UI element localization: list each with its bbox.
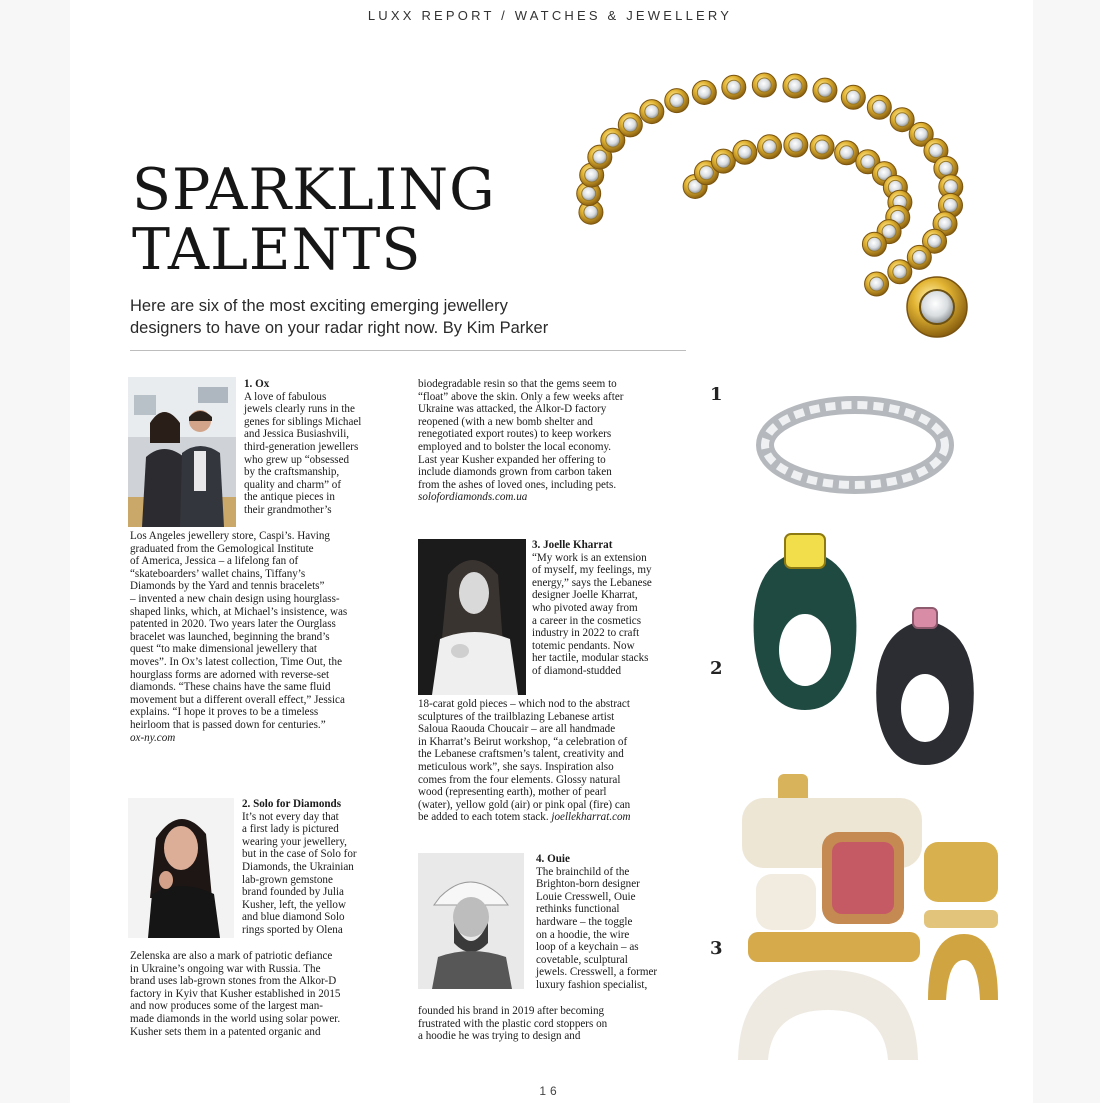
bracelet-diamond (763, 140, 777, 154)
ouie-body (418, 1005, 688, 1043)
ox-body (130, 530, 410, 744)
text-line: quest “to make dimensional jewellery that (130, 643, 317, 656)
headline-line-2: TALENTS (132, 217, 422, 283)
text-line: lab-grown gemstone (242, 873, 333, 886)
text-line: “My work is an extension (532, 551, 647, 564)
bracelet-diamond (585, 168, 599, 182)
text-line: renegotiated export routes) to keep workers (418, 428, 612, 441)
text-line: graduated from the Gemological Institute (130, 542, 314, 555)
joelle-heading: 3. Joelle Kharrat (532, 539, 613, 551)
joelle-url: joellekharrat.com (551, 811, 631, 824)
bracelet-diamond (623, 118, 637, 132)
solo-body (130, 950, 410, 1038)
text-line: jewels clearly runs in the (244, 403, 355, 416)
text-line: Saloua Raouda Choucair – are all handmade (418, 723, 616, 736)
text-line: “skateboarders’ wallet chains, Tiffany’s (130, 567, 306, 580)
text-line: biodegradable resin so that the gems seem to (418, 378, 617, 390)
text-line: in Kharrat’s Beirut workshop, “a celebration of (418, 735, 628, 748)
joelle-column (532, 539, 692, 678)
bracelet-diamond (872, 100, 886, 114)
text-line: a hoodie he was trying to design and (418, 1030, 581, 1043)
standfirst-line-2: designers to have on your radar right now. By Kim Parker (130, 319, 549, 337)
solo-column (242, 798, 412, 937)
bracelet-diamond (582, 187, 596, 201)
bracelet-diamond (606, 133, 620, 147)
text-line: founded his brand in 2019 after becoming (418, 1005, 605, 1017)
running-head: LUXX REPORT / WATCHES & JEWELLERY (367, 8, 733, 23)
text-line: (water), yellow gold (air) or pink opal (fire) can (418, 798, 631, 811)
text-line: patented in 2020. Two years later the Ourglass (130, 618, 336, 631)
text-line: The brainchild of the (536, 865, 630, 878)
text-line: and blue diamond Solo (242, 911, 345, 924)
divider (130, 350, 686, 351)
text-line: sculptures of the trailblazing Lebanese artist (418, 710, 615, 723)
text-line: a first lady is pictured (242, 823, 339, 836)
text-line: of America, Jessica – a lifelong fan of (130, 555, 299, 568)
text-line: genes for siblings Michael (244, 415, 362, 428)
text-line: quality and charm” of (244, 478, 342, 491)
ouie-column (536, 853, 696, 992)
ox-url: ox-ny.com (130, 731, 176, 744)
text-line: who grew up “obsessed (244, 453, 350, 466)
text-line: 18-carat gold pieces – which nod to the abstract (418, 698, 630, 710)
text-line: by the craftsmanship, (244, 466, 340, 479)
text-line: movement but a different overall effect,” Jessica (130, 693, 345, 706)
joelle-kharrat-photo (418, 539, 526, 695)
bracelet-diamond (738, 145, 752, 159)
text-line: the Lebanese craftsmen’s talent, creativity and (418, 748, 624, 761)
headline (132, 157, 496, 283)
text-line: loop of a keychain – as (536, 941, 639, 954)
bracelet-diamond (870, 277, 884, 291)
bracelet-diamond (867, 237, 881, 251)
bracelet-diamond (912, 250, 926, 264)
bracelet-diamond (727, 80, 741, 94)
text-line: the antique pieces in (244, 491, 335, 504)
bracelet-diamond (670, 94, 684, 108)
text-line: Zelenska are also a mark of patriotic defiance (130, 950, 333, 962)
text-line: – invented a new chain design using hourglass- (130, 592, 340, 605)
text-line: Diamonds by the Yard and tennis bracelets” (130, 580, 325, 593)
text-line: hardware – the toggle (536, 915, 633, 928)
text-line: wood (representing earth), mother of pearl (418, 786, 607, 799)
bracelet-diamond (944, 180, 958, 194)
text-line: but in the case of Solo for (242, 848, 357, 861)
ox-founders-photo (128, 377, 236, 527)
text-line: meticulous work”, she says. Inspiration also (418, 760, 614, 773)
bracelet-diamond (928, 234, 942, 248)
text-line: “float” above the skin. Only a few weeks after (418, 390, 624, 403)
text-line: in Ukraine’s ongoing war with Russia. The (130, 962, 321, 975)
text-line: brand uses lab-grown stones from the Alkor-D (130, 975, 337, 988)
bracelet-diamond (914, 127, 928, 141)
figure-number-3: 3 (710, 938, 723, 959)
bracelet-links (577, 73, 963, 296)
joelle-body (418, 698, 690, 824)
text-line: luxury fashion specialist, (536, 978, 648, 991)
text-line: her tactile, modular stacks (532, 652, 649, 665)
bracelet-diamond (861, 155, 875, 169)
text-line: third-generation jewellers (244, 440, 359, 453)
text-line: totemic pendants. Now (532, 639, 635, 652)
text-line: their grandmother’s (244, 503, 332, 516)
headline-line-1: SPARKLING (132, 157, 496, 223)
text-line: A love of fabulous (244, 390, 327, 403)
figure-number-1: 1 (710, 384, 723, 405)
ouie-heading: 4. Ouie (536, 853, 570, 865)
page-number: 16 (539, 1084, 561, 1098)
text-line: rings sported by Olena (242, 923, 343, 936)
text-line: of diamond-studded (532, 664, 622, 677)
julia-kusher-photo (128, 798, 234, 938)
standfirst-line-1: Here are six of the most exciting emerging jewellery (130, 297, 508, 315)
bracelet-diamond (846, 90, 860, 104)
text-line: Ukraine was attacked, the Alkor-D factory (418, 403, 607, 416)
bracelet-diamond (584, 205, 598, 219)
text-line: a career in the cosmetics (532, 614, 642, 627)
text-line: reopened (with a new bomb shelter and (418, 415, 593, 428)
bracelet-diamond (895, 113, 909, 127)
figure-number-2: 2 (710, 658, 723, 679)
text-line: who pivoted away from (532, 601, 638, 614)
joelle-last-line: be added to each totem stack. (418, 811, 549, 824)
ox-heading: 1. Ox (244, 378, 270, 390)
text-line: and now produces some of the largest man- (130, 1000, 323, 1013)
ox-wrap-text (244, 391, 414, 517)
text-line: covetable, sculptural (536, 953, 628, 966)
text-line: made diamonds in the world using solar power. (130, 1012, 341, 1025)
ox-column (244, 378, 414, 517)
text-line: Brighton-born designer (536, 878, 640, 891)
text-line: Kusher sets them in a patented organic and (130, 1025, 321, 1038)
text-line: heirloom that is passed down for centuries.” (130, 718, 326, 731)
bracelet-diamond (943, 198, 957, 212)
text-line: energy,” says the Lebanese (532, 576, 652, 589)
solo-heading: 2. Solo for Diamonds (242, 798, 342, 810)
totem-pendant-image (728, 770, 1018, 1080)
bracelet-diamond (716, 154, 730, 168)
standfirst (130, 295, 570, 339)
text-line: Kusher, left, the yellow (242, 898, 346, 911)
gold-diamond-bracelet-image (565, 55, 1010, 355)
text-line: industry in 2022 to craft (532, 627, 640, 640)
bracelet-diamond (939, 161, 953, 175)
text-line: bracelet was launched, beginning the brand’s (130, 630, 330, 643)
text-line: brand founded by Julia (242, 886, 344, 899)
text-line: designer Joelle Kharrat, (532, 589, 638, 602)
bracelet-diamond (699, 166, 713, 180)
text-line: Los Angeles jewellery store, Caspi’s. Having (130, 530, 330, 542)
text-line: jewels. Cresswell, a former (536, 966, 658, 979)
text-line: employed and to bolster the local economy. (418, 440, 612, 453)
text-line: comes from the four elements. Glossy natural (418, 773, 621, 786)
green-resin-ring-image (735, 520, 875, 720)
black-resin-ring-image (865, 600, 985, 770)
bracelet-diamond (645, 105, 659, 119)
solo-continued (418, 378, 688, 504)
text-line: from the ashes of loved ones, including pets. (418, 478, 617, 491)
bracelet-diamond (788, 79, 802, 93)
text-line: Louie Cresswell, Ouie (536, 890, 636, 903)
text-line: frustrated with the plastic cord stoppers on (418, 1017, 608, 1030)
bracelet-diamond (593, 150, 607, 164)
bracelet-diamond (757, 78, 771, 92)
louie-cresswell-photo (418, 853, 524, 989)
bracelet-diamond (697, 85, 711, 99)
text-line: Diamonds, the Ukrainian (242, 860, 354, 873)
text-line: Last year Kusher expanded her offering to (418, 453, 606, 466)
bracelet-diamond (818, 83, 832, 97)
bracelet-diamond (815, 140, 829, 154)
text-line: hourglass forms are adorned with reverse-set (130, 668, 330, 681)
bracelet-diamond (840, 146, 854, 160)
text-line: diamonds. “These chains have the same fluid (130, 681, 331, 694)
text-line: explains. “I hope it proves to be a timeless (130, 706, 319, 719)
text-line (418, 811, 690, 824)
solo-url: solofordiamonds.com.ua (418, 491, 528, 504)
text-line: factory in Kyiv that Kusher established in 2015 (130, 987, 341, 1000)
text-line: wearing your jewellery, (242, 835, 347, 848)
bracelet-diamond (938, 217, 952, 231)
text-line: shaped links, which, at Michael’s insistence, was (130, 605, 348, 618)
text-line: include diamonds grown from carbon taken (418, 466, 612, 479)
diamond-eternity-ring-image (755, 390, 955, 500)
text-line: rethinks functional (536, 903, 620, 916)
text-line: on a hoodie, the wire (536, 928, 630, 941)
bracelet-diamond (893, 265, 907, 279)
text-line: It’s not every day that (242, 810, 339, 823)
bracelet-diamond (789, 138, 803, 152)
text-line: and Jessica Busiashvili, (244, 428, 350, 441)
text-line: moves”. In Ox’s latest collection, Time Out, the (130, 655, 342, 668)
bracelet-diamond (929, 144, 943, 158)
text-line: of myself, my feelings, my (532, 564, 652, 577)
